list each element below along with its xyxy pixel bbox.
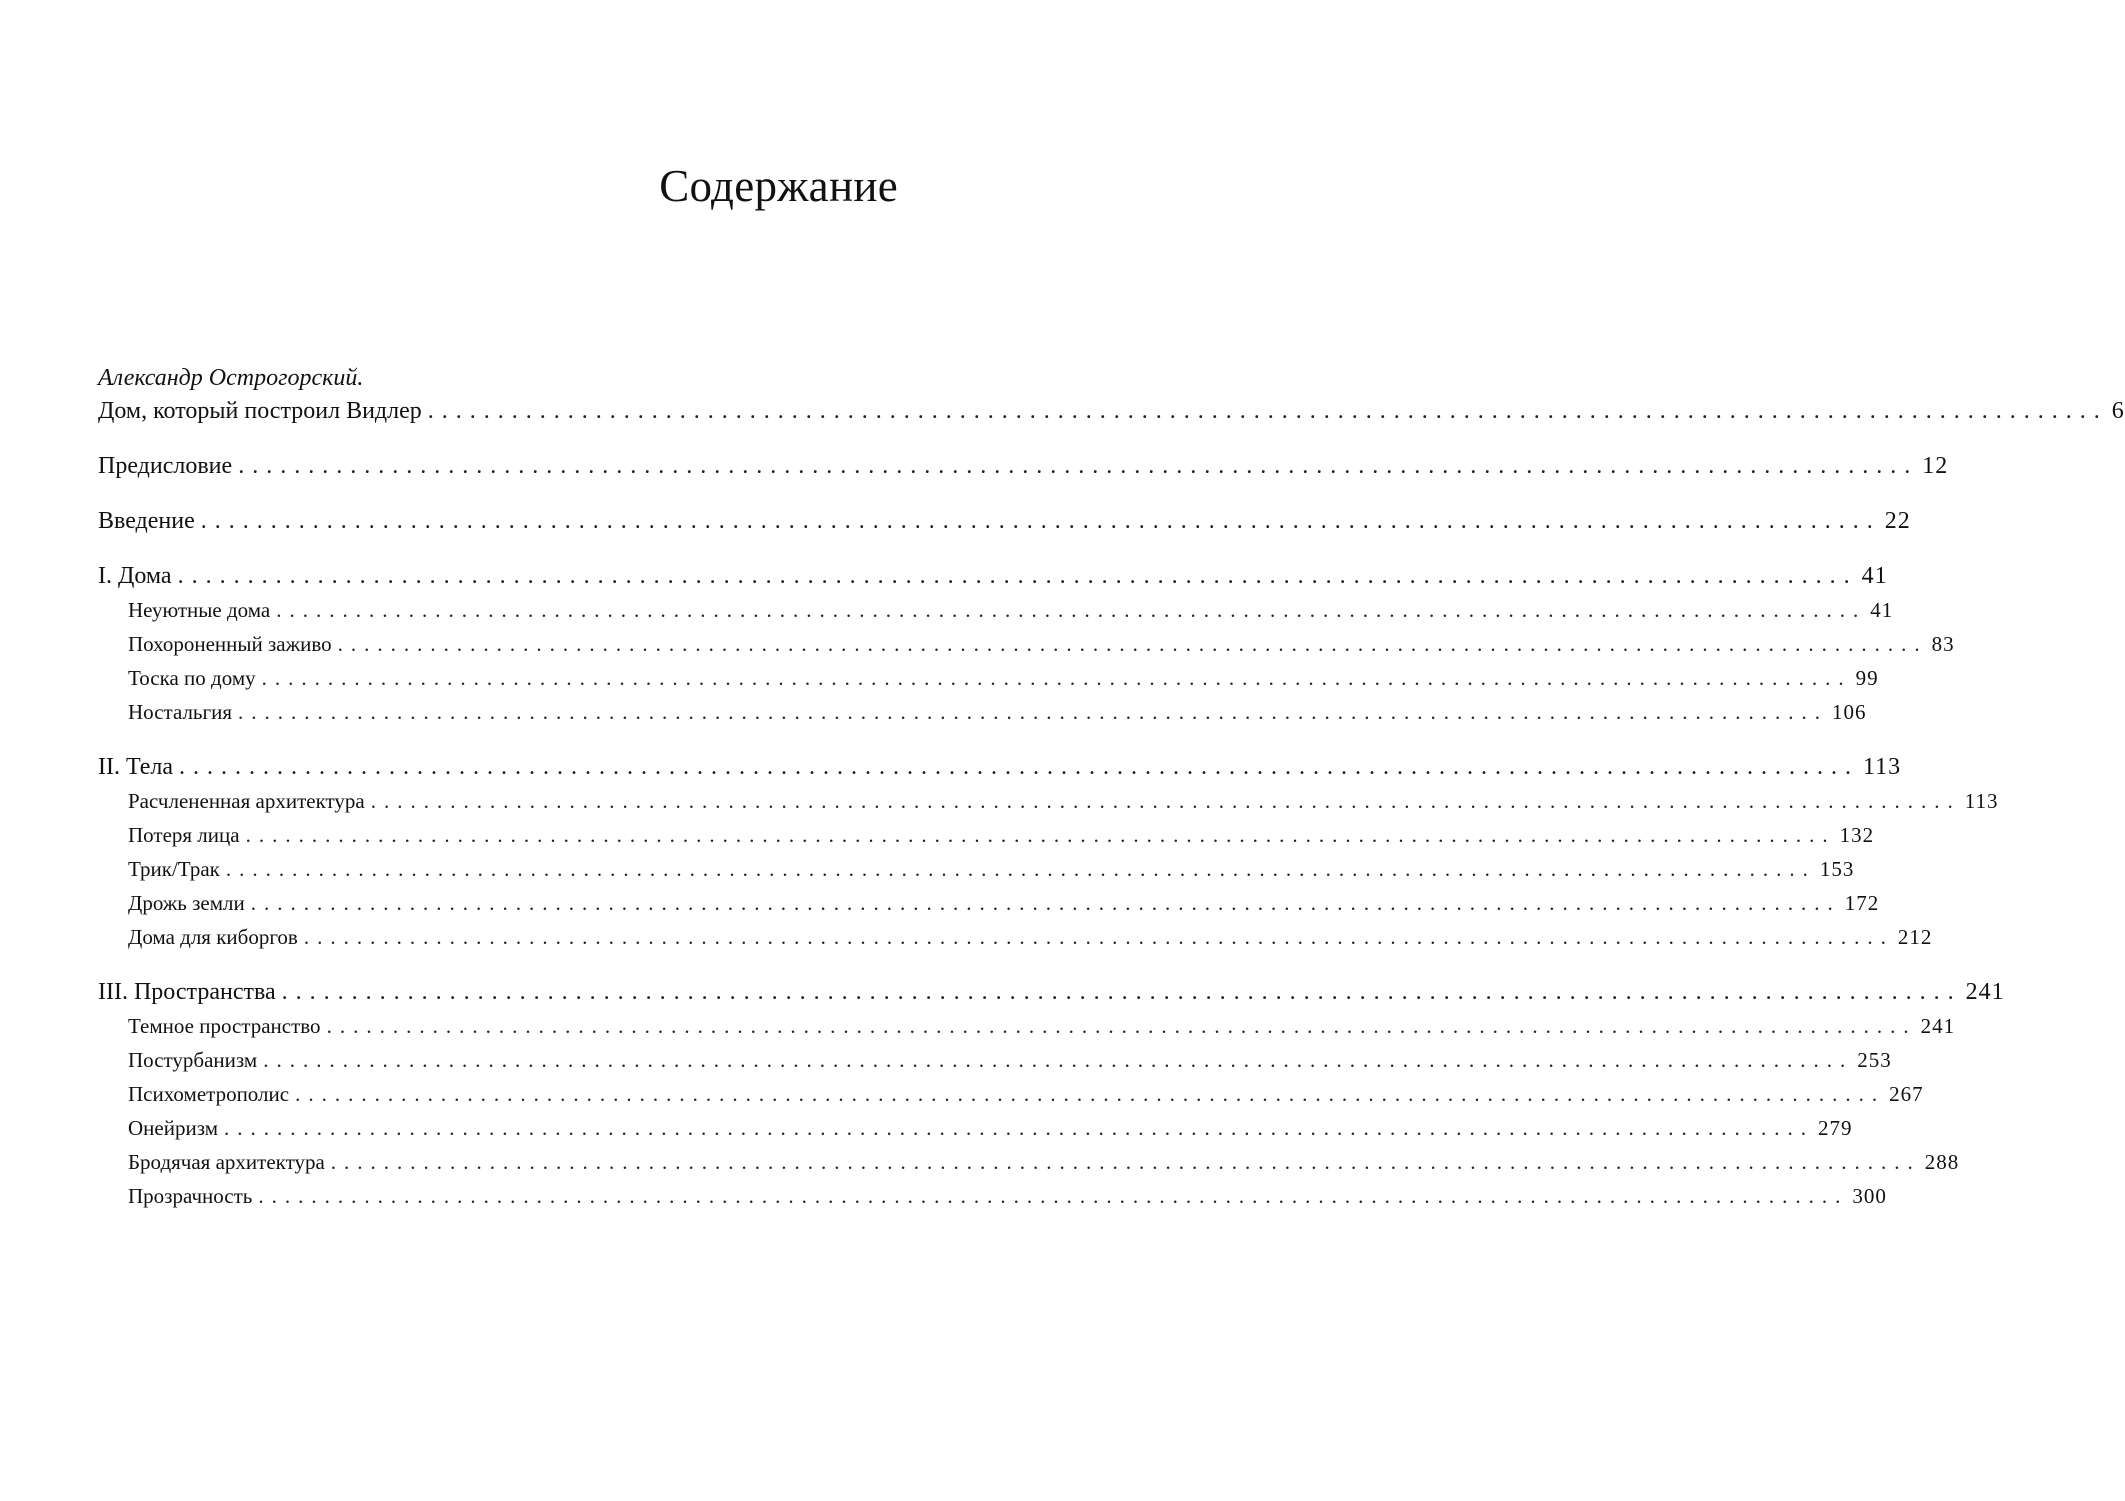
toc-entry-label: Бродячая архитектура — [128, 1150, 325, 1174]
dot-leader: ........................................................................................................................ — [337, 632, 1928, 656]
toc-section[interactable] — [98, 750, 1902, 784]
toc-subentry[interactable] — [98, 1179, 1887, 1213]
toc-entry-label: Дом, который построил Видлер — [98, 398, 422, 424]
toc-entry-label: Неуютные дома — [128, 598, 271, 622]
dot-leader: ........................................................................................................................ — [245, 823, 1836, 847]
toc-author: Александр Острогорский. — [98, 365, 364, 391]
toc-subentry[interactable] — [98, 1111, 1853, 1145]
toc-entry-page: 267 — [1889, 1082, 1924, 1106]
toc-entry-page: 83 — [1931, 632, 1955, 656]
toc-entry-page: 153 — [1819, 857, 1855, 881]
page-title: Содержание — [659, 161, 898, 211]
toc-entry-label: Введение — [98, 508, 195, 534]
toc-entry-page: 253 — [1857, 1048, 1892, 1072]
toc-subentry[interactable] — [98, 695, 1867, 729]
toc-entry-label: Ностальгия — [128, 700, 233, 724]
toc-entry-label: Расчлененная архитектура — [128, 789, 365, 813]
dot-leader: ........................................................................................................................ — [225, 857, 1816, 881]
toc-entry-label: Темное пространство — [128, 1014, 321, 1038]
toc-entry-page: 172 — [1844, 891, 1880, 915]
dot-leader: ........................................................................................................................ — [281, 979, 1962, 1005]
toc-entry-page: 6 — [2111, 398, 2125, 424]
dot-leader: ........................................................................................................................ — [263, 1048, 1854, 1072]
toc-entry-label: Постурбанизм — [128, 1048, 258, 1072]
toc-entry-page: 241 — [1965, 979, 2005, 1005]
toc-entry-page: 241 — [1920, 1014, 1956, 1038]
toc-entry-page: 12 — [1922, 453, 1949, 479]
dot-leader: ........................................................................................................................ — [370, 789, 1961, 813]
toc-entry-label: Тоска по дому — [128, 666, 256, 690]
toc-entry-label: Дома для киборгов — [128, 925, 298, 949]
dot-leader: ........................................................................................................................ — [250, 891, 1841, 915]
toc-entry-label: Прозрачность — [128, 1184, 253, 1208]
dot-leader: ........................................................................................................................ — [258, 1184, 1849, 1208]
toc-entry-page: 22 — [1884, 508, 1911, 534]
toc-entry-label: Онейризм — [128, 1116, 218, 1140]
toc-entry-page: 99 — [1855, 666, 1879, 690]
dot-leader: ........................................................................................................................ — [200, 508, 1881, 534]
toc-entry-label: III. Пространства — [98, 979, 276, 1005]
toc-entry-label: Дрожь земли — [128, 891, 245, 915]
toc-subentry[interactable] — [98, 661, 1879, 695]
dot-leader: ........................................................................................................................ — [238, 453, 1919, 479]
dot-leader: ........................................................................................................................ — [224, 1116, 1814, 1140]
toc-entry-page: 132 — [1839, 823, 1875, 847]
dot-leader: ........................................................................................................................ — [303, 925, 1894, 949]
toc-entry-label: Похороненный заживо — [128, 632, 332, 656]
toc-subentry[interactable] — [98, 1145, 1960, 1179]
dot-leader: ........................................................................................................................ — [179, 754, 1860, 780]
toc-entry-label: Потеря лица — [128, 823, 240, 847]
toc-entry[interactable] — [98, 394, 2125, 428]
toc-entry-page: 288 — [1924, 1150, 1960, 1174]
toc-subentry[interactable] — [98, 627, 1955, 661]
toc-entry-page: 300 — [1852, 1184, 1887, 1208]
toc-subentry[interactable] — [98, 818, 1875, 852]
toc-entry-label: I. Дома — [98, 563, 172, 589]
toc-entry-page: 279 — [1818, 1116, 1853, 1140]
toc-entry[interactable] — [98, 504, 1911, 538]
toc-entry[interactable] — [98, 449, 1949, 483]
toc-section[interactable] — [98, 975, 2005, 1009]
toc-subentry[interactable] — [98, 852, 1855, 886]
toc-entry-page: 41 — [1870, 598, 1894, 622]
toc-subentry[interactable] — [98, 886, 1880, 920]
toc-section[interactable] — [98, 559, 1888, 593]
dot-leader: ........................................................................................................................ — [177, 563, 1858, 589]
dot-leader: ........................................................................................................................ — [276, 598, 1867, 622]
toc-subentry[interactable] — [98, 1009, 1956, 1043]
dot-leader: ........................................................................................................................ — [295, 1082, 1886, 1106]
toc-subentry[interactable] — [98, 1043, 1892, 1077]
toc-subentry[interactable] — [98, 784, 1999, 818]
dot-leader: ........................................................................................................................ — [261, 666, 1852, 690]
table-of-contents — [98, 362, 2125, 1213]
toc-subentry[interactable] — [98, 1077, 1924, 1111]
toc-subentry[interactable] — [98, 920, 1933, 954]
dot-leader: ........................................................................................................................ — [326, 1014, 1917, 1038]
dot-leader: ........................................................................................................................ — [427, 398, 2108, 424]
toc-entry-page: 113 — [1863, 754, 1902, 780]
toc-entry-label: Трик/Трак — [128, 857, 220, 881]
toc-entry-page: 113 — [1964, 789, 1999, 813]
toc-subentry[interactable] — [98, 593, 1894, 627]
toc-entry-page: 106 — [1832, 700, 1867, 724]
dot-leader: ........................................................................................................................ — [330, 1150, 1921, 1174]
toc-entry-label: II. Тела — [98, 754, 174, 780]
toc-entry-label: Предисловие — [98, 453, 233, 479]
dot-leader: ........................................................................................................................ — [238, 700, 1829, 724]
toc-entry-page: 41 — [1861, 563, 1888, 589]
toc-entry-label: Психометрополис — [128, 1082, 290, 1106]
toc-entry-page: 212 — [1897, 925, 1933, 949]
